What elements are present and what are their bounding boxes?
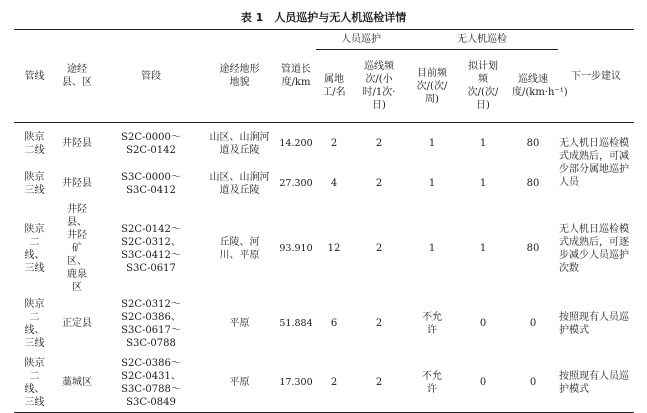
cell-terrain: 丘陵、河川、平原 [219,236,260,261]
cell-length: 51.884 [279,318,313,329]
cell-current-freq: 1 [428,138,436,149]
cell-patrol-freq: 2 [375,138,383,149]
cell-county: 井陉县、井陉矿区、鹿泉区 [67,204,87,293]
cell-county: 藁城区 [55,353,99,413]
header-suggestion: 下一步建议 [558,30,634,123]
cell-speed: 80 [526,243,540,254]
cell-pipeline: 陕京二线、三线 [24,298,45,349]
table-row [14,353,634,413]
cell-staff: 4 [330,178,338,189]
header-speed: 巡线速度/(km·h⁻¹) [508,50,558,123]
cell-terrain: 山区、山涧河道及丘陵 [209,131,270,156]
cell-length: 93.910 [279,243,313,254]
header-manual-group: 人员巡护 [316,30,406,50]
cell-pipeline: 陕京二线、三线 [24,223,45,274]
cell-segment: S2C-0000～S2C-0142 [121,131,181,156]
table-row [14,203,634,294]
header-patrol-freq: 巡线频次/(小时/1次·日) [352,50,406,123]
cell-staff: 12 [327,243,341,254]
patrol-inspection-table [14,29,634,413]
cell-suggestion: 无人机日巡检模式成熟后，可减少部分属地巡护人员 [559,138,630,188]
cell-terrain: 平原 [203,353,276,413]
cell-length: 14.200 [279,138,313,149]
cell-county: 井陉县 [62,138,92,149]
cell-patrol-freq: 2 [352,353,406,413]
cell-pipeline: 陕京三线 [24,171,45,196]
cell-patrol-freq: 2 [375,318,383,329]
table-row [14,123,634,165]
cell-planned-freq: 0 [458,353,508,413]
header-terrain: 途经地形地貌 [203,30,276,123]
cell-current-freq: 1 [428,178,436,189]
table-caption: 表 1 人员巡护与无人机巡检详情 [240,11,407,24]
cell-suggestion: 按照现有人员巡护模式 [559,311,630,336]
cell-current-freq: 不允许 [422,311,442,336]
header-pipeline: 管线 [14,30,55,123]
cell-speed: 80 [526,138,540,149]
table-row [14,294,634,353]
cell-planned-freq: 1 [479,138,487,149]
cell-planned-freq: 1 [479,178,487,189]
cell-staff: 2 [330,138,338,149]
cell-patrol-freq: 2 [375,178,383,189]
cell-length: 27.300 [279,178,313,189]
cell-planned-freq: 1 [479,243,487,254]
cell-segment: S2C-0312～S2C-0386、S3C-0617～S3C-0788 [121,298,181,349]
header-county: 途经县、区 [55,30,99,123]
cell-segment: S3C-0000～S3C-0412 [121,171,181,196]
header-planned-freq: 拟计划频次/(次/日) [458,50,508,123]
cell-current-freq: 不允许 [406,353,458,413]
header-staff: 属地工/名 [316,50,352,123]
cell-terrain: 平原 [229,318,250,329]
cell-terrain: 山区、山涧河道及丘陵 [209,171,270,196]
cell-pipeline: 陕京二线 [24,131,45,156]
cell-planned-freq: 0 [479,318,487,329]
cell-county: 井陉县 [62,178,92,189]
cell-segment: S2C-0386～S2C-0431、S3C-0788～S3C-0849 [99,353,203,413]
cell-county: 正定县 [62,318,92,329]
table-row [14,164,634,203]
cell-patrol-freq: 2 [375,243,383,254]
cell-speed: 80 [526,178,540,189]
header-segment: 管段 [99,30,203,123]
header-drone-group: 无人机巡检 [406,30,558,50]
cell-current-freq: 1 [428,243,436,254]
header-current-freq: 目前频次/(次/周) [406,50,458,123]
cell-suggestion: 无人机日巡检模式成熟后，可逐步减少人员巡护次数 [559,223,630,274]
cell-pipeline: 陕京二线、三线 [14,353,55,413]
cell-speed: 0 [508,353,558,413]
cell-staff: 2 [316,353,352,413]
cell-length: 17.300 [276,353,316,413]
cell-segment: S2C-0142～S2C-0312、S3C-0412～S3C-0617 [121,223,181,274]
header-length: 管道长度/km [276,30,316,123]
cell-speed: 0 [529,318,537,329]
cell-suggestion: 按照现有人员巡护模式 [558,353,634,413]
cell-staff: 6 [330,318,338,329]
